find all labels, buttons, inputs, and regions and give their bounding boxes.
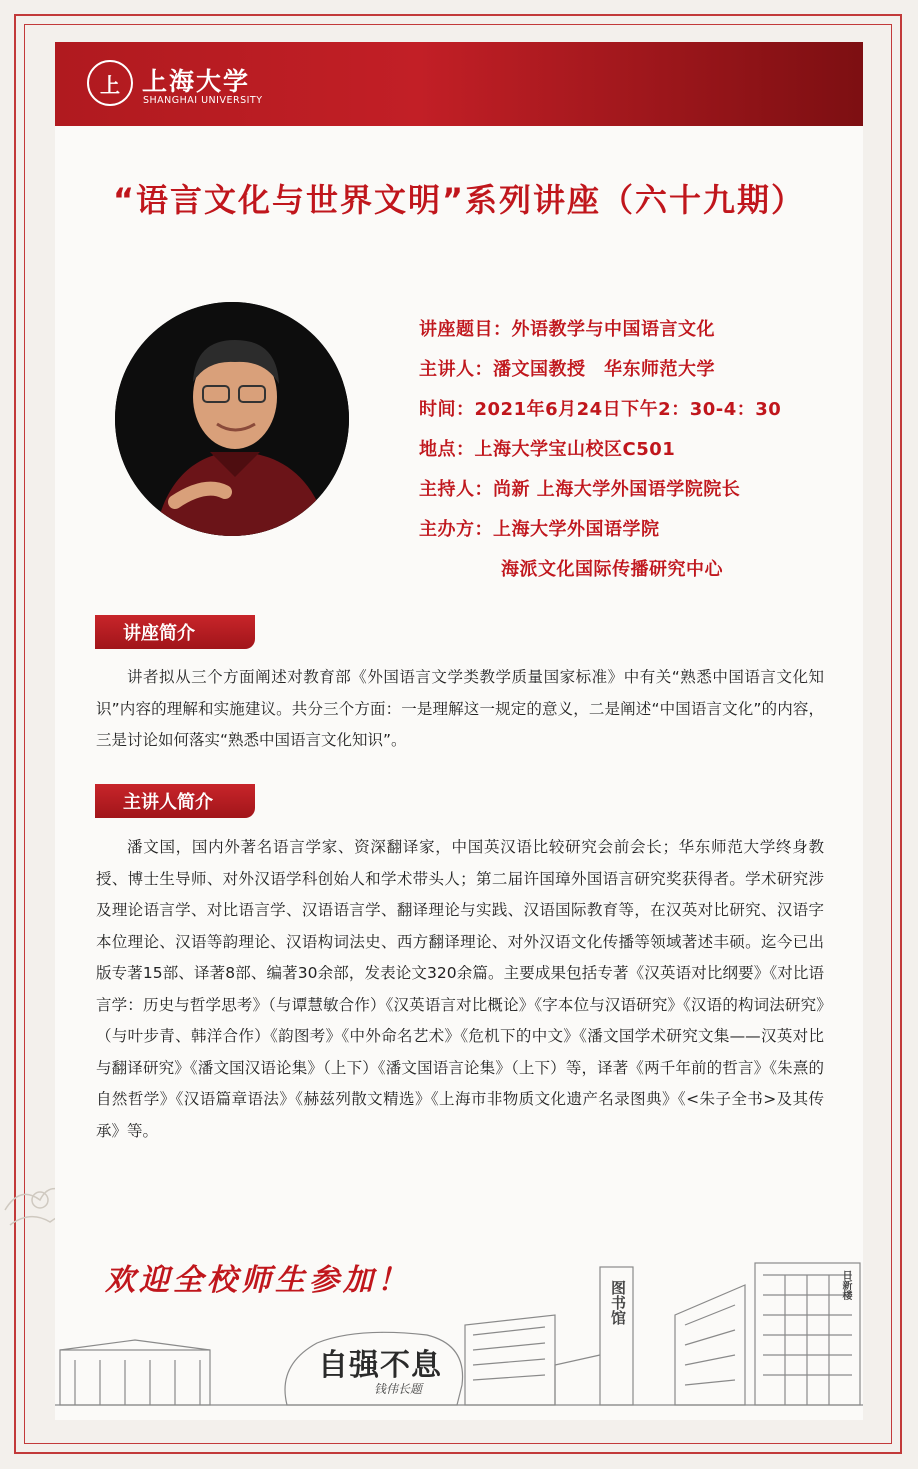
lecture-place: 地点：上海大学宝山校区C501 (419, 439, 676, 460)
welcome-message: 欢迎全校师生参加！ (105, 1263, 411, 1298)
university-name-en: SHANGHAI UNIVERSITY (143, 95, 263, 106)
lecture-intro-text: 讲者拟从三个方面阐述对教育部《外国语言文学类教学质量国家标准》中有关“熟悉中国语言文化知识”内容的理解和实施建议。共分三个方面：一是理解这一规定的意义，二是阐述“中国语言文化”的内容，三是讨论如何落实“熟悉中国语言文化知识”。 (96, 668, 824, 749)
campus-buildings-illustration-icon (55, 1255, 863, 1420)
building-label: 日新楼 (840, 1270, 851, 1300)
university-name-cn: 上海大学 (142, 67, 251, 96)
speaker-bio-text: 潘文国，国内外著名语言学家、资深翻译家，中国英汉语比较研究会前会长；华东师范大学终身教授、博士生导师、对外汉语学科创始人和学术带头人；第二届许国璋外国语言研究奖获得者。学术研究涉及理论语言学、对比语言学、汉语语言学、翻译理论与实践、汉语国际教育等，在汉英对比研究、汉语字本位理论、汉语等韵理论、汉语构词法史、西方翻译理论、对外汉语文化传播等领域著述丰硕。迄今已出版专著15部、译著8部、编著30余部，发表论文320余篇。主要成果包括专著《汉英语对比纲要》《对比语言学：历史与哲学思考》（与谭慧敏合作）《汉英语言对比概论》《字本位与汉语研究》《汉语的构词法研究》（与叶步青、韩洋合作）《韵图考》《中外命名艺术》《危机下的中文》《潘文国学术研究文集——汉英对比与翻译研究》《潘文国汉语论集》（上下）《潘文国语言论集》（上下）等，译著《两千年前的哲言》《朱熹的自然哲学》《汉语篇章语法》《赫兹列散文精选》《上海市非物质文化遗产名录图典》《<朱子全书>及其传承》等。 (96, 838, 824, 1140)
lecture-host: 主持人：尚新 上海大学外国语学院院长 (419, 479, 741, 500)
lecture-organizer: 主办方：上海大学外国语学院 (419, 519, 660, 540)
lecture-organizer-second: 海派文化国际传播研究中心 (501, 559, 723, 580)
library-label: 图书馆 (609, 1280, 627, 1325)
lecture-series-title: “语言文化与世界文明”系列讲座（六十九期） (112, 181, 806, 219)
stone-signature: 钱伟长题 (374, 1382, 423, 1396)
stone-motto: 自强不息 (318, 1348, 442, 1383)
university-seal-icon: 上 (87, 60, 133, 106)
section-title-speaker: 主讲人简介 (95, 784, 255, 818)
speaker-portrait (115, 302, 349, 536)
speaker-photo-icon (115, 302, 349, 536)
lecture-time: 时间：2021年6月24日下午2：30-4：30 (419, 399, 782, 420)
lecture-topic: 讲座题目：外语教学与中国语言文化 (419, 319, 715, 340)
lecture-speaker: 主讲人：潘文国教授 华东师范大学 (419, 359, 715, 380)
section-title-intro: 讲座简介 (95, 615, 255, 649)
